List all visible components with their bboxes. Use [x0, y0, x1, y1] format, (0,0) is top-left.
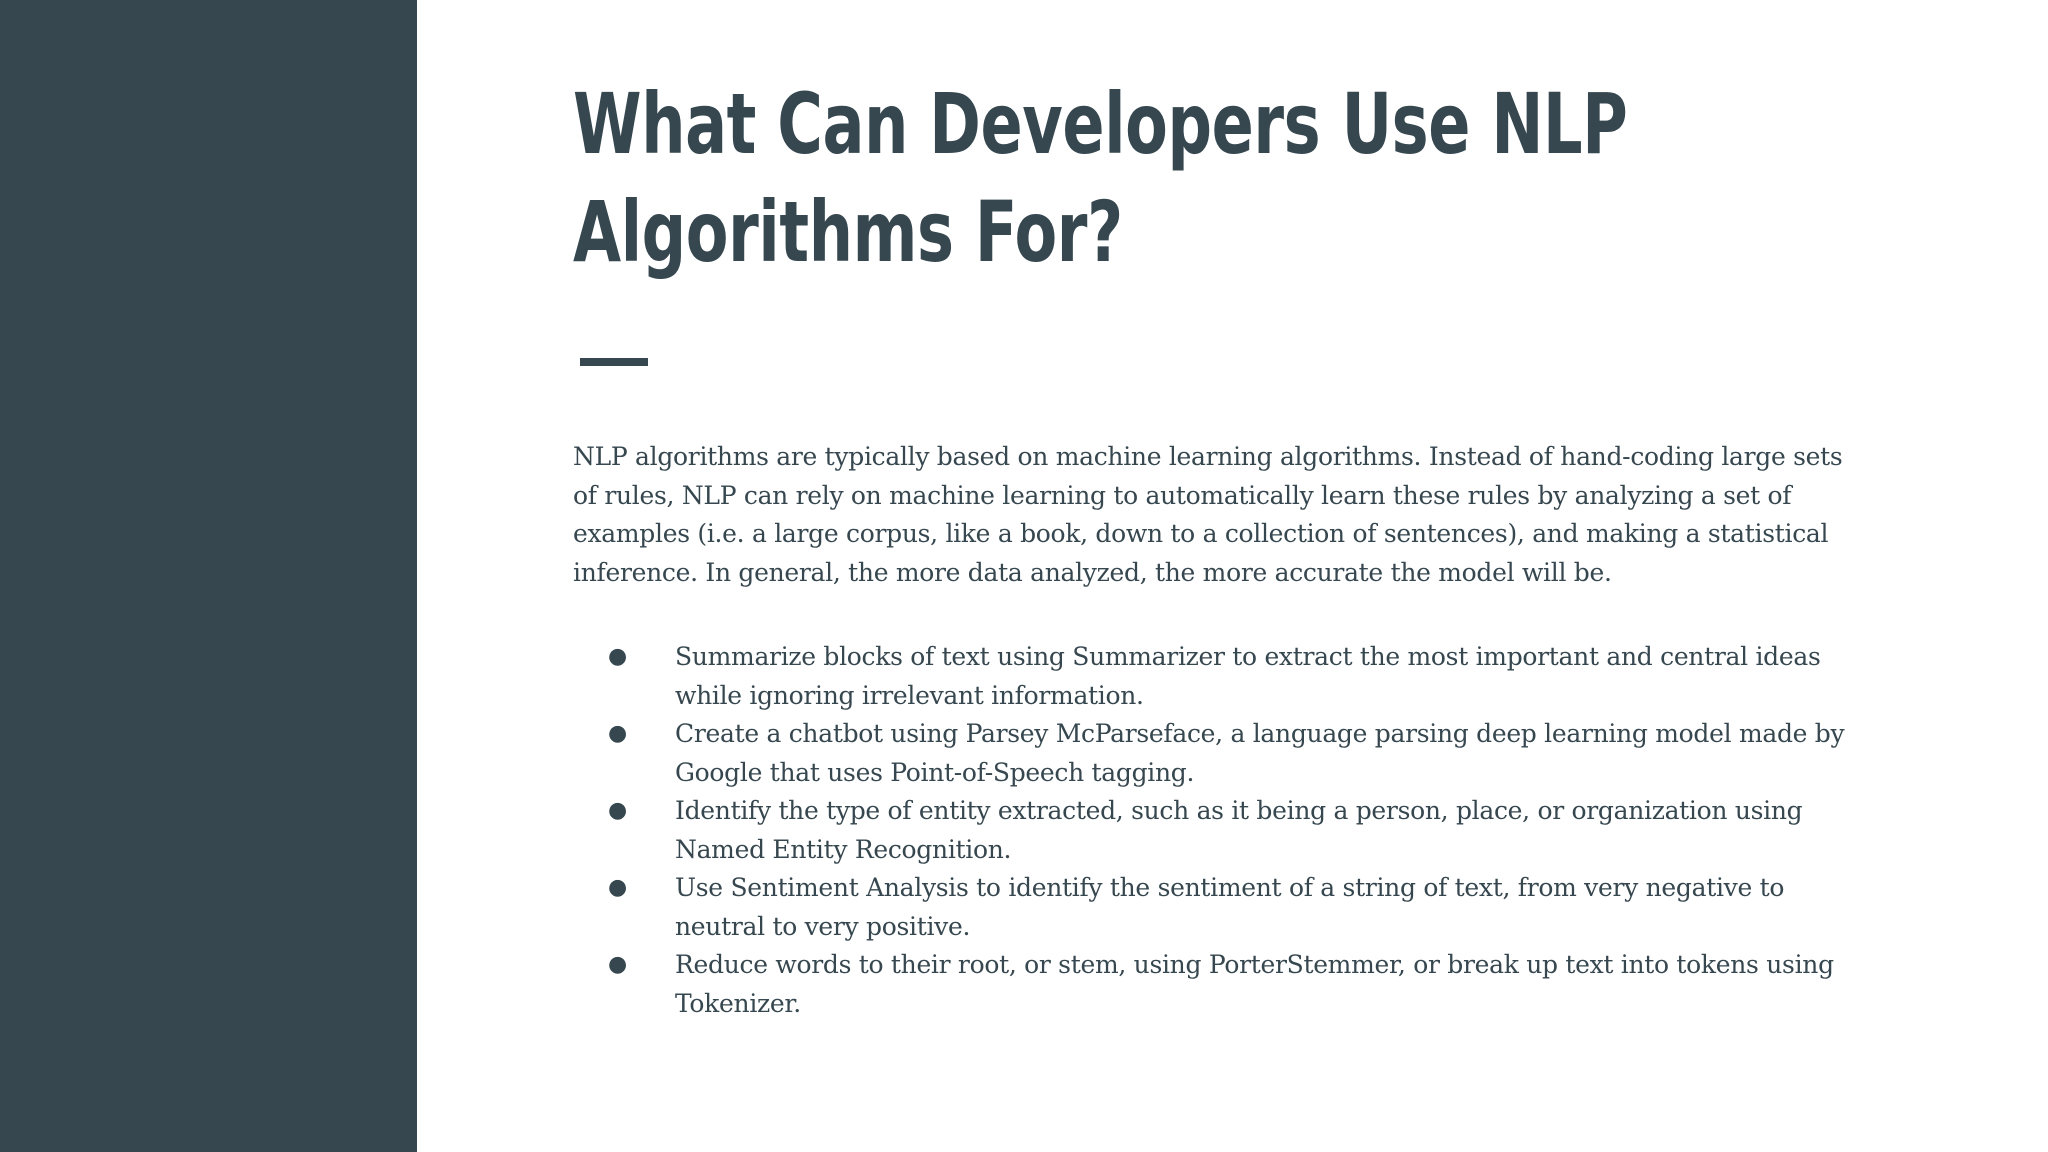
bullet-text: Summarize blocks of text using Summarizer to extract the most important and central ideas while ignoring irrelevant information.: [675, 642, 1821, 710]
bullet-icon: ●: [608, 952, 627, 977]
list-item: [573, 792, 1873, 869]
slide-title: What Can Developers Use NLP Algorithms For?: [573, 75, 1628, 281]
bullet-icon: ●: [608, 644, 627, 669]
bullet-icon: ●: [608, 721, 627, 746]
bullet-icon: ●: [608, 875, 627, 900]
bullet-list: [573, 638, 1873, 1023]
bullet-text: Identify the type of entity extracted, such as it being a person, place, or organization using Named Entity Recognition.: [675, 796, 1803, 864]
bullet-icon: ●: [608, 798, 627, 823]
bullet-text: Reduce words to their root, or stem, using PorterStemmer, or break up text into tokens using Tokenizer.: [675, 950, 1834, 1018]
bullet-text: Create a chatbot using Parsey McParseface, a language parsing deep learning model made by Google that uses Point-of-Speech tagging.: [675, 719, 1845, 787]
sidebar-panel: [0, 0, 417, 1152]
list-item: [573, 715, 1873, 792]
list-item: [573, 638, 1873, 715]
intro-paragraph: NLP algorithms are typically based on machine learning algorithms. Instead of hand-coding large sets of rules, NLP can rely on machine learning to automatically learn these rules by analyzing a set of examples (i.e. a large corpus, like a book, down to a collection of sentences), and making a statistical inference. In general, the more data analyzed, the more accurate the model will be.: [573, 442, 1843, 587]
title-block: [573, 70, 1873, 286]
list-item: [573, 869, 1873, 946]
title-divider: [580, 358, 648, 366]
bullet-text: Use Sentiment Analysis to identify the sentiment of a string of text, from very negative to neutral to very positive.: [675, 873, 1785, 941]
list-item: [573, 946, 1873, 1023]
